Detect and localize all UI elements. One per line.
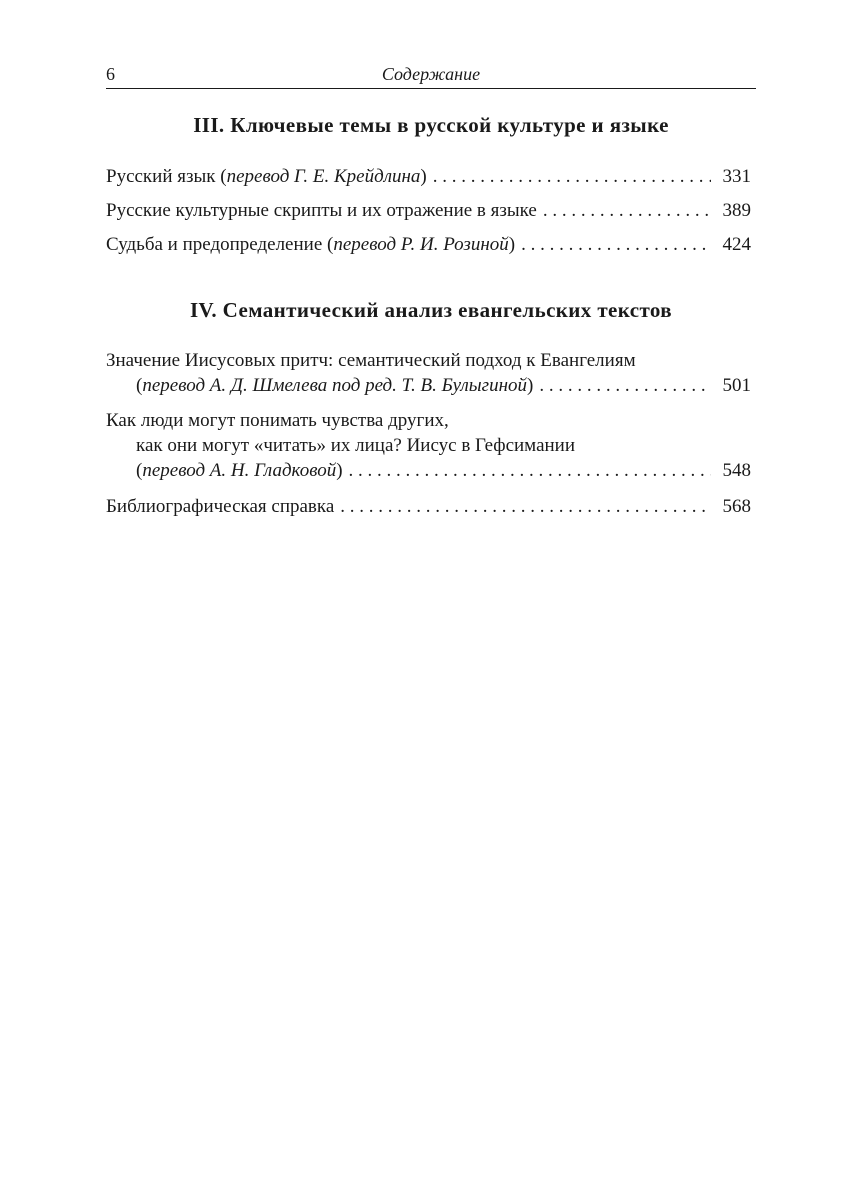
toc-entry-subtitle: как они могут «читать» их лица? Иисус в Гефсимании [136,435,576,456]
toc-page-number: 424 [722,234,751,255]
toc-page-number: 568 [722,496,751,517]
toc-entry-translator-line: (перевод А. Н. Гладковой) [136,460,343,481]
toc-entry-title: Русские культурные скрипты и их отражение в языке [106,200,537,221]
toc-entry-gethsemane[interactable] [106,408,751,483]
translator-credit: перевод А. Д. Шмелева под ред. Т. В. Булыгиной [142,375,528,396]
toc-entry-fate[interactable] [106,232,751,257]
toc-entry-translator-line: (перевод А. Д. Шмелева под ред. Т. В. Булыгиной) [136,375,534,396]
toc-entry-bibliography[interactable] [106,494,751,519]
toc-entry-title: Русский язык (перевод Г. Е. Крейдлина) [106,166,427,187]
toc-entry-title: Библиографическая справка [106,496,335,517]
dot-leader [349,458,711,483]
translator-credit: перевод Г. Е. Крейдлина [226,166,421,187]
toc-entry-title: Как люди могут понимать чувства других, [106,410,449,431]
dot-leader [433,164,711,189]
running-header [106,62,756,89]
section-heading-iii: III. Ключевые темы в русской культуре и языке [193,113,669,137]
toc-page-number: 331 [722,166,751,187]
toc-entry-title: Значение Иисусовых притч: семантический подход к Евангелиям [106,350,636,371]
page-number: 6 [106,64,115,84]
toc-page-number: 389 [722,200,751,221]
toc-entry-parables[interactable] [106,348,751,398]
translator-credit: перевод А. Н. Гладковой [142,460,337,481]
running-title: Содержание [381,64,481,84]
dot-leader [543,198,711,223]
toc-entry-title: Судьба и предопределение (перевод Р. И. Розиной) [106,234,516,255]
dot-leader [539,373,711,398]
translator-credit: перевод Р. И. Розиной [333,234,509,255]
toc-page-number: 548 [722,460,751,481]
section-heading-iv: IV. Семантический анализ евангельских текстов [189,298,673,322]
toc-page-number: 501 [722,375,751,396]
dot-leader [340,494,711,519]
toc-entry-russian-language[interactable] [106,164,751,189]
dot-leader [521,232,711,257]
toc-entry-cultural-scripts[interactable] [106,198,751,223]
